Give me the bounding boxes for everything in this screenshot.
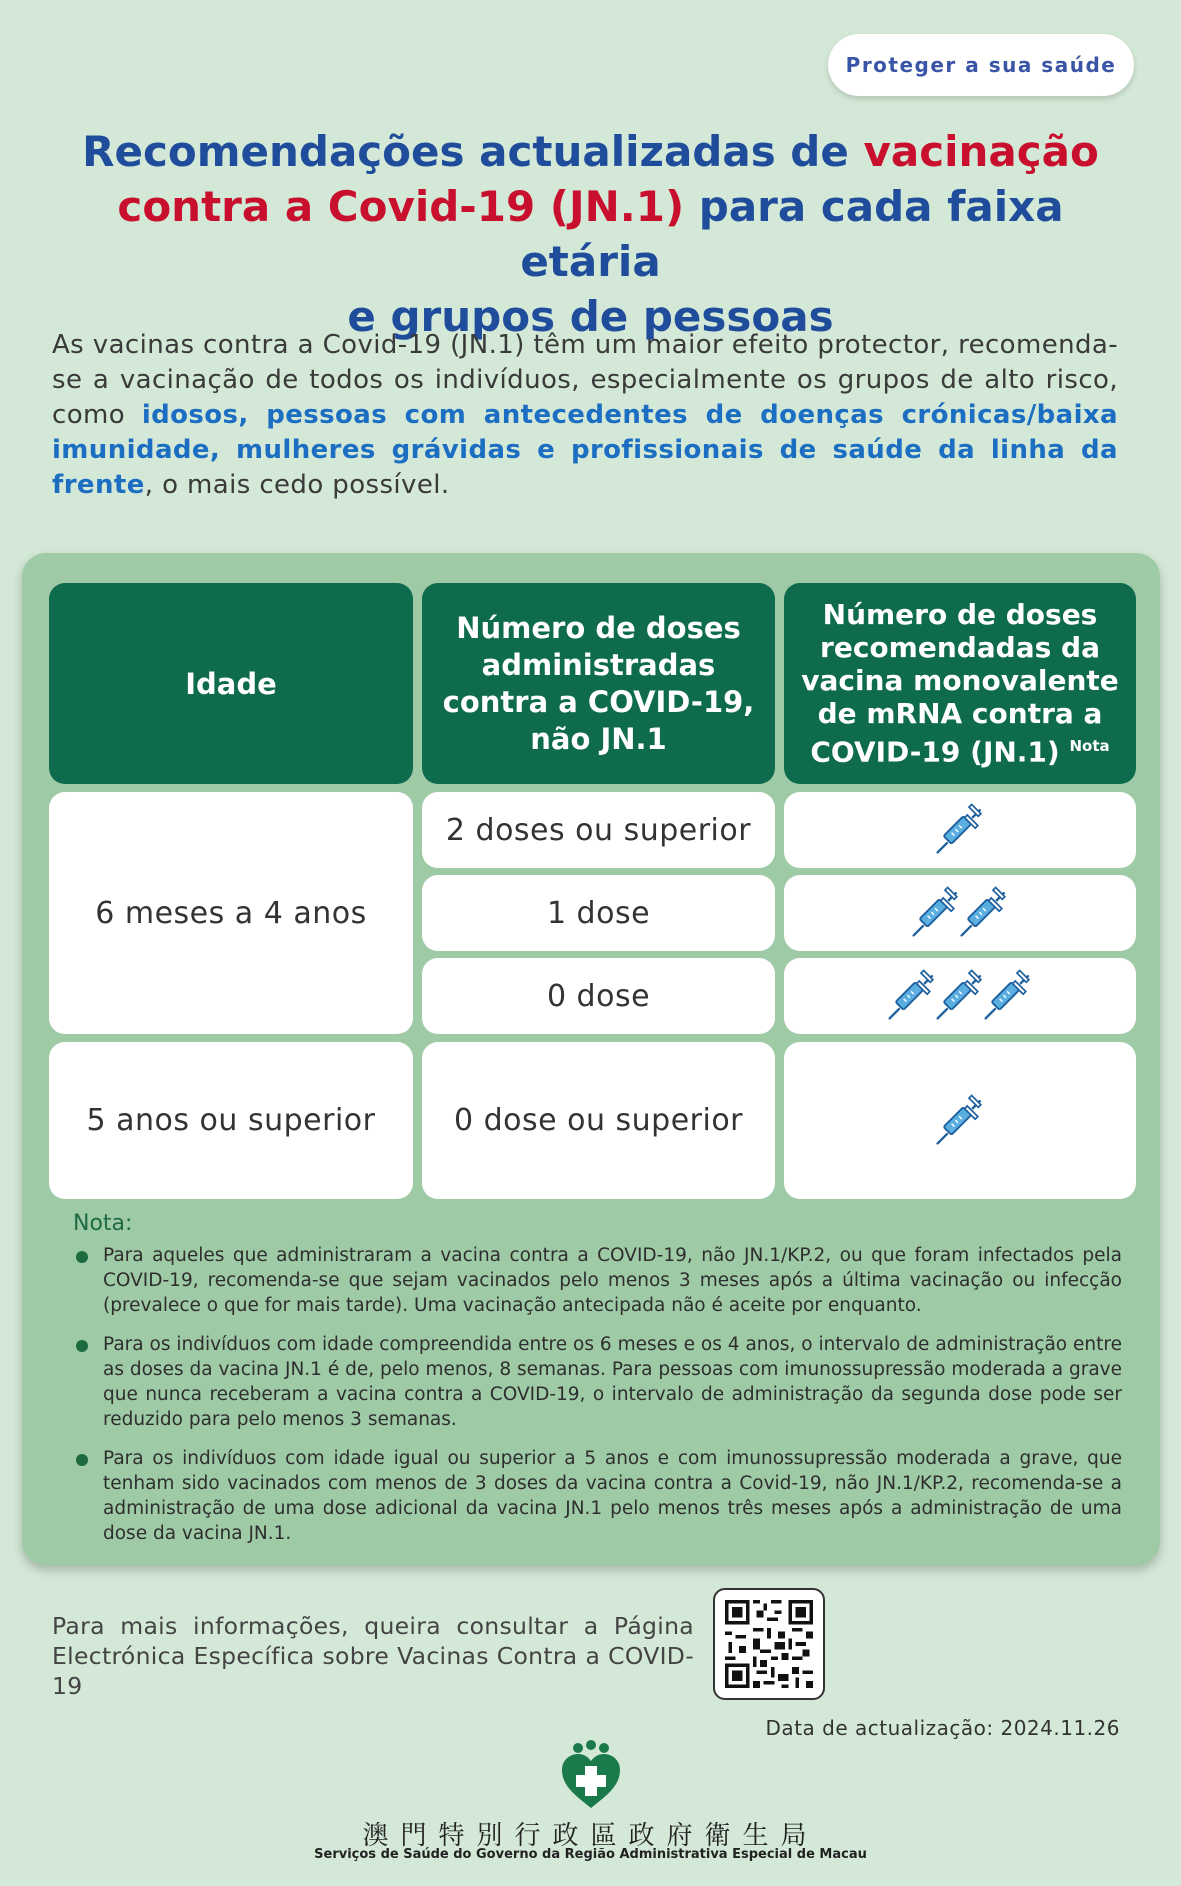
syringe-icon	[932, 1093, 988, 1149]
note-mark: Nota	[1069, 737, 1110, 756]
notes-list	[76, 1243, 1122, 1560]
intro-paragraph	[52, 328, 1118, 503]
syringe-icon	[956, 885, 1012, 941]
administered-group-2: 0 dose ou superior	[422, 1042, 775, 1199]
title-line2-a: contra a Covid-19 (JN.1)	[117, 182, 685, 231]
age-6-months-4-years: 6 meses a 4 anos	[49, 792, 413, 1034]
administered-row-1: 2 doses ou superior	[422, 792, 775, 868]
notes-title: Nota:	[73, 1211, 133, 1236]
syringe-icon	[932, 802, 988, 858]
health-bureau-logo-icon	[556, 1740, 626, 1810]
recommended-group-2	[784, 1042, 1136, 1199]
intro-text-2: , o mais cedo possível.	[144, 470, 450, 500]
note-item: Para os indivíduos com idade compreendida entre os 6 meses e os 4 anos, o intervalo de administração entre as doses da vacina JN.1 é de, pelo menos, 8 semanas. Para pessoas com imunossupressão moderada a grave que nunca receberam a vacina contra a COVID-19, o intervalo de administração da segunda dose pode ser reduzido para pelo menos 3 semanas.	[76, 1332, 1122, 1432]
note-item: Para aqueles que administraram a vacina contra a COVID-19, não JN.1/KP.2, ou que foram infectados pela COVID-19, recomenda-se que sejam vacinados pelo menos 3 meses após a última vacinação ou infecção (prevalece o que for mais tarde). Uma vacinação antecipada não é aceite por enquanto.	[76, 1243, 1122, 1318]
title-line1-a: Recomendações actualizadas de	[82, 127, 864, 176]
more-info-text: Para mais informações, queira consultar a Página Electrónica Específica sobre Vacinas Contra a COVID-19	[52, 1612, 694, 1700]
title-line1-b: vacinação	[863, 127, 1099, 176]
intro-highlight: idosos, pessoas com antecedentes de doenças crónicas/baixa imunidade, mulheres grávidas e profissionais de saúde da linha da frente	[52, 400, 1119, 500]
title-line2-b: para cada faixa etária	[520, 182, 1064, 286]
header-recommended: Número de doses recomendadas da vacina monovalente de mRNA contra a COVID-19 (JN.1) $^{Nota}$	[784, 583, 1136, 784]
syringe-icon	[980, 968, 1036, 1024]
recommended-row-3	[784, 958, 1136, 1034]
update-date: Data de actualização: 2024.11.26	[765, 1716, 1120, 1740]
topic-badge: Proteger a sua saúde	[828, 34, 1134, 96]
qr-code[interactable]	[713, 1588, 825, 1700]
page-title	[40, 124, 1141, 344]
administered-row-3: 0 dose	[422, 958, 775, 1034]
header-age: Idade	[49, 583, 413, 784]
note-item: Para os indivíduos com idade igual ou superior a 5 anos e com imunossupressão moderada a grave, que tenham sido vacinados com menos de 3 doses da vacina contra a Covid-19, não JN.1/KP.2, recomenda-se a administração de uma dose adicional da vacina JN.1 pelo menos três meses após a administração de uma dose da vacina JN.1.	[76, 1446, 1122, 1546]
intro-text-1: As vacinas contra a Covid-19 (JN.1) têm um maior efeito protector, recomenda-se a vacinação de todos os indivíduos, especialmente os grupos de alto risco, como	[52, 330, 1119, 430]
recommended-row-2	[784, 875, 1136, 951]
qr-code-icon	[725, 1600, 813, 1688]
title-line3: e grupos de pessoas	[347, 292, 834, 341]
administered-row-2: 1 dose	[422, 875, 775, 951]
organization-name-portuguese: Serviços de Saúde do Governo da Região Administrativa Especial de Macau	[314, 1847, 867, 1862]
header-administered: Número de doses administradas contra a COVID-19, não JN.1	[422, 583, 775, 784]
age-5-years-plus: 5 anos ou superior	[49, 1042, 413, 1199]
recommended-row-1	[784, 792, 1136, 868]
organization-name-chinese: 澳門特別行政區政府衛生局	[362, 1821, 819, 1851]
